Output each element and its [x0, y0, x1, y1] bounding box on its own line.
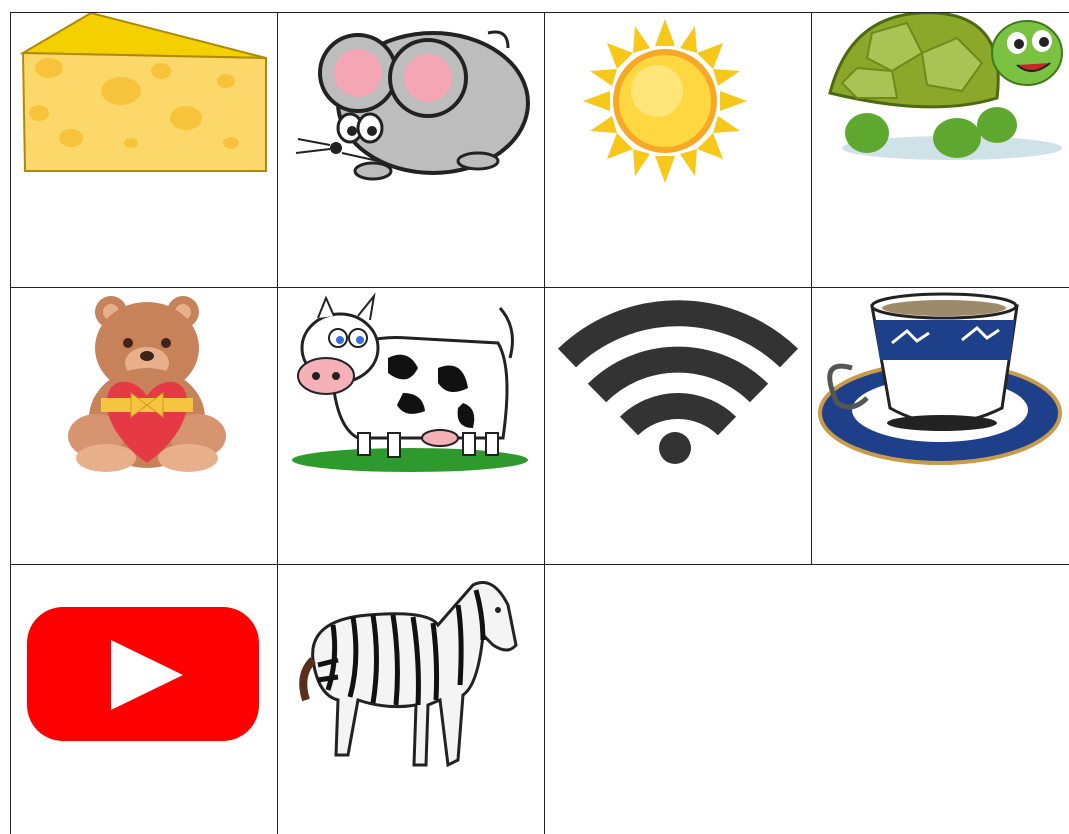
- teddy-bear-icon: [11, 288, 277, 564]
- cell-youtube: [11, 565, 277, 834]
- cell-wifi: [545, 288, 811, 564]
- cheese-icon: [11, 13, 277, 287]
- wifi-icon: [545, 288, 811, 564]
- cell-teddy-bear: [11, 288, 277, 564]
- sun-icon: [545, 13, 811, 287]
- cow-icon: [278, 288, 544, 564]
- teacup-icon: [812, 288, 1069, 564]
- cell-sun: [545, 13, 811, 287]
- cell-turtle: [812, 13, 1069, 287]
- turtle-icon: [812, 13, 1069, 287]
- cell-mouse: [278, 13, 544, 287]
- youtube-play-icon: [11, 565, 277, 834]
- zebra-icon: [278, 565, 544, 834]
- cell-cow: [278, 288, 544, 564]
- cell-teacup: [812, 288, 1069, 564]
- cell-zebra: [278, 565, 544, 834]
- mouse-icon: [278, 13, 544, 287]
- cell-cheese: [11, 13, 277, 287]
